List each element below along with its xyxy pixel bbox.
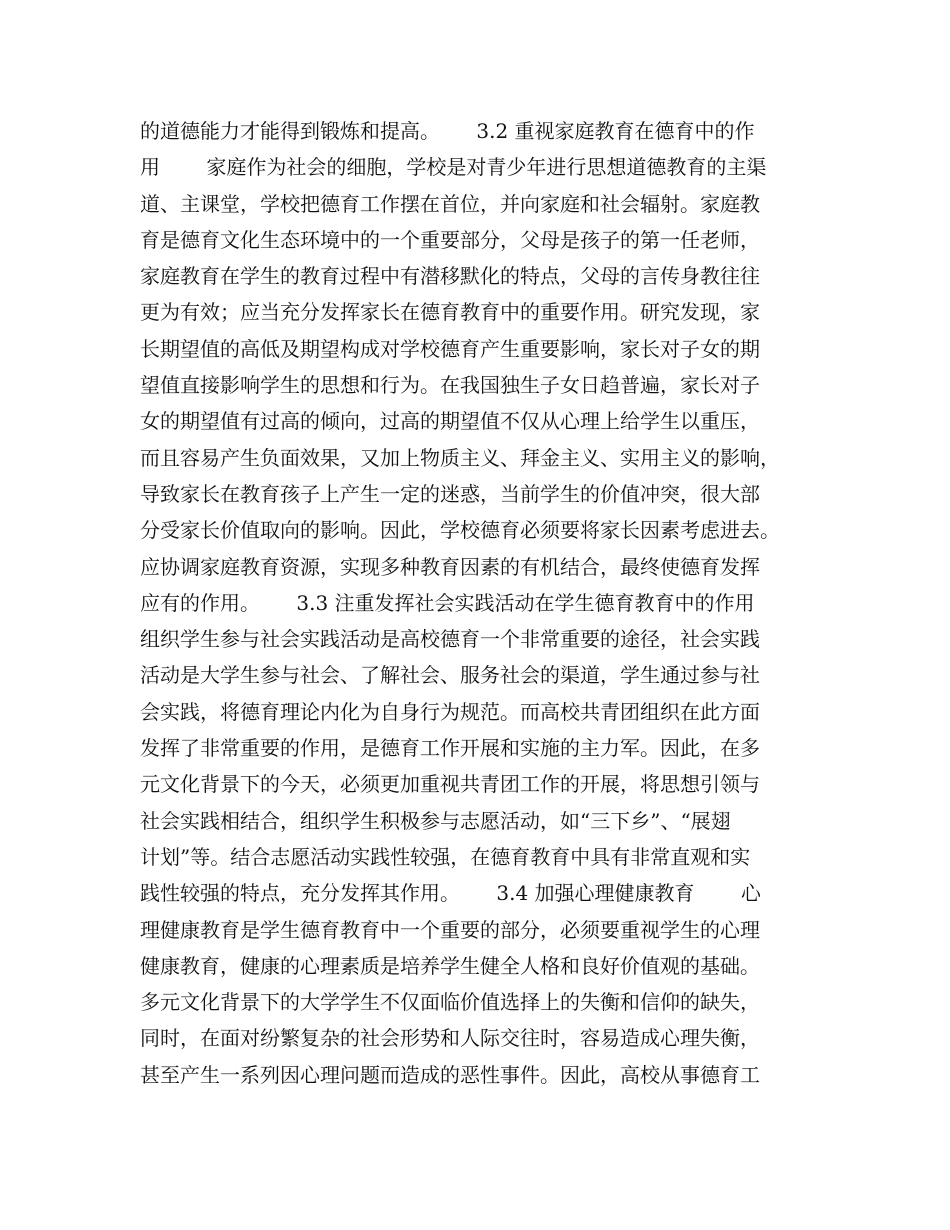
text-line-10: 而且容易产生负面效果，又加上物质主义、拜金主义、实用主义的影响，: [140, 445, 780, 470]
text-line-6: 更为有效；应当充分发挥家长在德育教育中的重要作用。研究发现，家: [140, 300, 760, 325]
text-line-25: 多元文化背景下的大学学生不仅面临价值选择上的失衡和信仰的缺失，: [140, 990, 760, 1015]
text-line-7: 长期望值的高低及期望构成对学校德育产生重要影响，家长对子女的期: [140, 336, 760, 361]
text-line-1: 的道德能力才能得到锻炼和提高。 3.2 重视家庭教育在德育中的作: [140, 119, 755, 143]
text-line-26: 同时，在面对纷繁复杂的社会形势和人际交往时，容易造成心理失衡，: [140, 1026, 760, 1051]
text-line-5: 家庭教育在学生的教育过程中有潜移默化的特点，父母的言传身教往往: [140, 264, 760, 289]
text-line-23: 理健康教育是学生德育教育中一个重要的部分，必须要重视学生的心理: [140, 917, 760, 942]
body-text: [140, 113, 820, 1093]
text-line-15: 组织学生参与社会实践活动是高校德育一个非常重要的途径，社会实践: [140, 627, 760, 652]
text-line-24: 健康教育，健康的心理素质是培养学生健全人格和良好价值观的基础。: [140, 953, 760, 978]
text-line-13: 应协调家庭教育资源，实现多种教育因素的有机结合，最终使德育发挥: [140, 554, 760, 579]
text-line-4: 育是德育文化生态环境中的一个重要部分，父母是孩子的第一任老师，: [140, 227, 760, 252]
text-line-9: 女的期望值有过高的倾向，过高的期望值不仅从心理上给学生以重压，: [140, 409, 760, 434]
text-line-12: 分受家长价值取向的影响。因此，学校德育必须要将家长因素考虑进去。: [140, 518, 780, 543]
text-line-8: 望值直接影响学生的思想和行为。在我国独生子女日趋普遍，家长对子: [140, 373, 760, 398]
text-line-3: 道、主课堂，学校把德育工作摆在首位，并向家庭和社会辐射。家庭教: [140, 191, 760, 216]
text-line-11: 导致家长在教育孩子上产生一定的迷惑，当前学生的价值冲突，很大部: [140, 481, 760, 506]
text-line-2: 用 家庭作为社会的细胞，学校是对青少年进行思想道德教育的主渠: [140, 155, 767, 180]
text-line-21: 计划”等。结合志愿活动实践性较强，在德育教育中具有非常直观和实: [140, 844, 751, 869]
text-line-27: 甚至产生一系列因心理问题而造成的恶性事件。因此，高校从事德育工: [140, 1062, 760, 1087]
text-line-17: 会实践，将德育理论内化为自身行为规范。而高校共青团组织在此方面: [140, 699, 760, 724]
text-line-20: 社会实践相结合，组织学生积极参与志愿活动，如“三下乡”、“展翅: [140, 808, 731, 833]
text-line-14: 应有的作用。 3.3 注重发挥社会实践活动在学生德育教育中的作用: [140, 590, 755, 615]
text-line-16: 活动是大学生参与社会、了解社会、服务社会的渠道，学生通过参与社: [140, 663, 760, 688]
text-line-19: 元文化背景下的今天，必须更加重视共青团工作的开展，将思想引领与: [140, 772, 760, 797]
text-line-22: 践性较强的特点，充分发挥其作用。 3.4 加强心理健康教育 心: [140, 881, 761, 906]
text-line-18: 发挥了非常重要的作用，是德育工作开展和实施的主力军。因此，在多: [140, 736, 760, 761]
